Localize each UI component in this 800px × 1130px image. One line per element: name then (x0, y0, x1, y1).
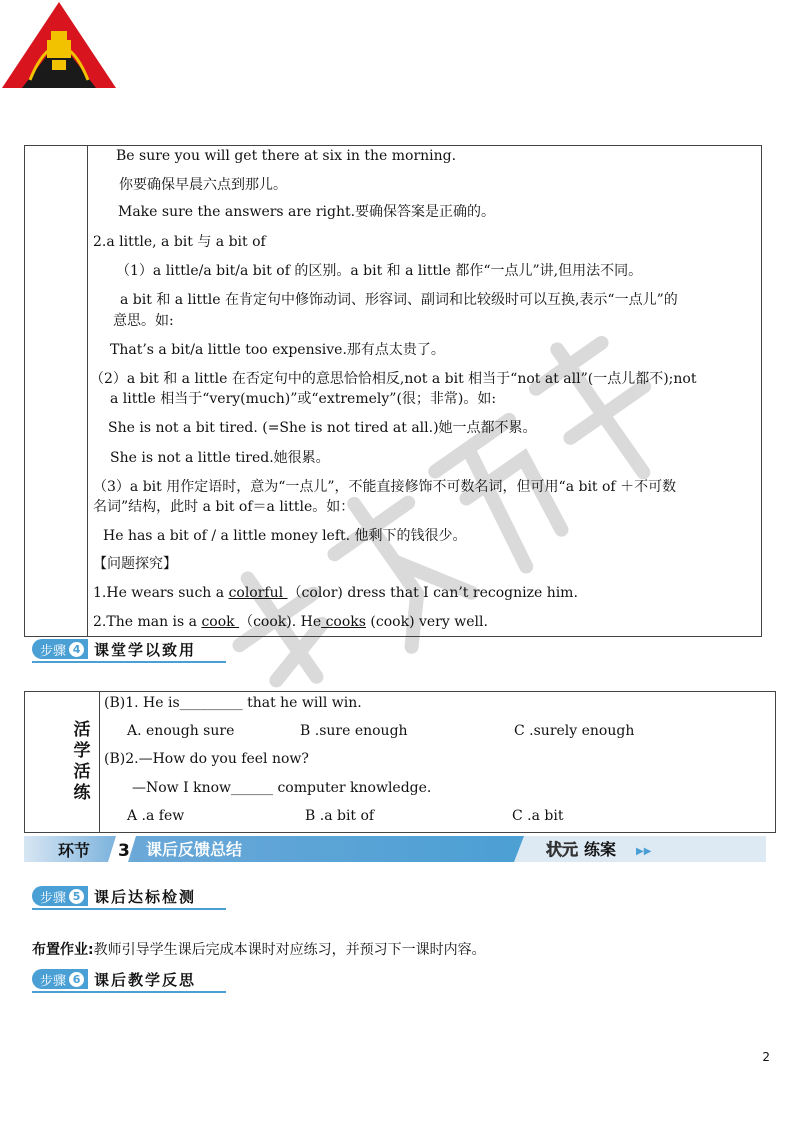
practice-q1-option-c: C .surely enough (514, 723, 635, 739)
text-line: 你要确保早晨六点到那儿。 (119, 177, 287, 193)
step-title: 课后教学反思 (94, 970, 197, 989)
q2-answer-2: cooks (321, 614, 366, 630)
question-2 (93, 613, 488, 631)
side-label-char: 练 (73, 783, 91, 803)
step-number: 6 (69, 972, 84, 987)
step-title: 课堂学以致用 (94, 640, 197, 659)
section-heading: 【问题探究】 (93, 556, 177, 572)
step-4-header (32, 638, 196, 660)
q1-suffix: （color) dress that I can’t recognize him. (287, 585, 578, 601)
step-underline (32, 661, 226, 663)
side-label-char: 活 (73, 762, 91, 782)
step-underline (32, 991, 226, 993)
text-line: （1）a little/a bit/a bit of 的区别。a bit 和 a little 都作“一点儿”讲,但用法不同。 (116, 263, 643, 279)
text-line: Be sure you will get there at six in the morning. (116, 148, 457, 164)
practice-q2-option-b: B .a bit of (305, 808, 375, 824)
q1-prefix: 1.He wears such a (93, 585, 229, 601)
practice-q1: (B)1. He is_________ that he will win. (104, 695, 362, 711)
homework-text: 教师引导学生课后完成本课时对应练习，并预习下一课时内容。 (93, 942, 486, 958)
practice-side-label (71, 720, 93, 804)
side-label-char: 学 (73, 741, 91, 761)
text-line: 2.a little, a bit 与 a bit of (93, 234, 266, 250)
banner-brand-a: 状元 (546, 840, 579, 859)
step-number: 5 (69, 889, 84, 904)
step-number: 4 (69, 642, 84, 657)
section-banner (24, 836, 766, 862)
q2-middle: （cook). He (239, 614, 322, 630)
practice-q2: (B)2.—How do you feel now? (104, 751, 309, 767)
side-label-char: 活 (73, 720, 91, 740)
text-line: a bit 和 a little 在肯定句中修饰动词、形容词、副词和比较级时可以互换,表示“一点儿”的 (120, 292, 678, 308)
step-label: 步骤 (40, 643, 67, 659)
banner-arrows-icon: ▶▶ (636, 846, 652, 857)
step-badge (32, 639, 88, 659)
q2-answer-1: cook (201, 614, 240, 630)
banner-prefix: 环节 (58, 841, 91, 860)
step-title: 课后达标检测 (94, 887, 197, 906)
q2-prefix: 2.The man is a (93, 614, 202, 630)
homework-label: 布置作业: (32, 942, 94, 958)
text-line: He has a bit of / a little money left. 他剩下的钱很少。 (103, 528, 467, 544)
text-line: She is not a little tired.她很累。 (110, 450, 330, 466)
text-line: a little 相当于“very(much)”或“extremely”(很；非常)。如: (110, 391, 497, 407)
practice-label-column (25, 692, 100, 832)
step-5-header (32, 885, 196, 907)
step-badge (32, 969, 88, 989)
step-label: 步骤 (40, 973, 67, 989)
text-line: 名词”结构，此时 a bit of＝a little。如： (93, 499, 355, 515)
table-left-column (25, 146, 88, 636)
text-line: （2）a bit 和 a little 在否定句中的意思恰恰相反,not a bit 相当于“not at all”(一点儿都不);not (90, 371, 697, 387)
q2-suffix: (cook) very well. (365, 614, 488, 630)
step-underline (32, 908, 226, 910)
school-logo (0, 0, 118, 90)
step-badge (32, 886, 88, 906)
q1-answer: colorful (228, 585, 288, 601)
question-1 (93, 584, 578, 602)
practice-q2-line: —Now I know______ computer knowledge. (132, 780, 432, 796)
text-line: That’s a bit/a little too expensive.那有点太贵了。 (110, 342, 445, 358)
step-6-header (32, 968, 196, 990)
banner-number: 3 (118, 841, 130, 861)
homework-line (32, 941, 486, 959)
practice-q2-option-a: A .a few (127, 808, 185, 824)
text-line: （3）a bit 用作定语时，意为“一点儿”，不能直接修饰不可数名词，但可用“a bit of ＋不可数 (93, 479, 677, 495)
page-number: 2 (762, 1050, 770, 1064)
banner-brand-b: 练案 (584, 840, 617, 859)
text-line: Make sure the answers are right.要确保答案是正确的。 (118, 204, 496, 220)
text-line: 意思。如: (113, 313, 174, 329)
text-line: She is not a bit tired. (=She is not tired at all.)她一点都不累。 (108, 420, 537, 436)
practice-q1-option-a: A. enough sure (127, 723, 235, 739)
step-label: 步骤 (40, 890, 67, 906)
practice-q2-option-c: C .a bit (512, 808, 564, 824)
banner-title: 课后反馈总结 (146, 840, 243, 859)
practice-q1-option-b: B .sure enough (300, 723, 408, 739)
